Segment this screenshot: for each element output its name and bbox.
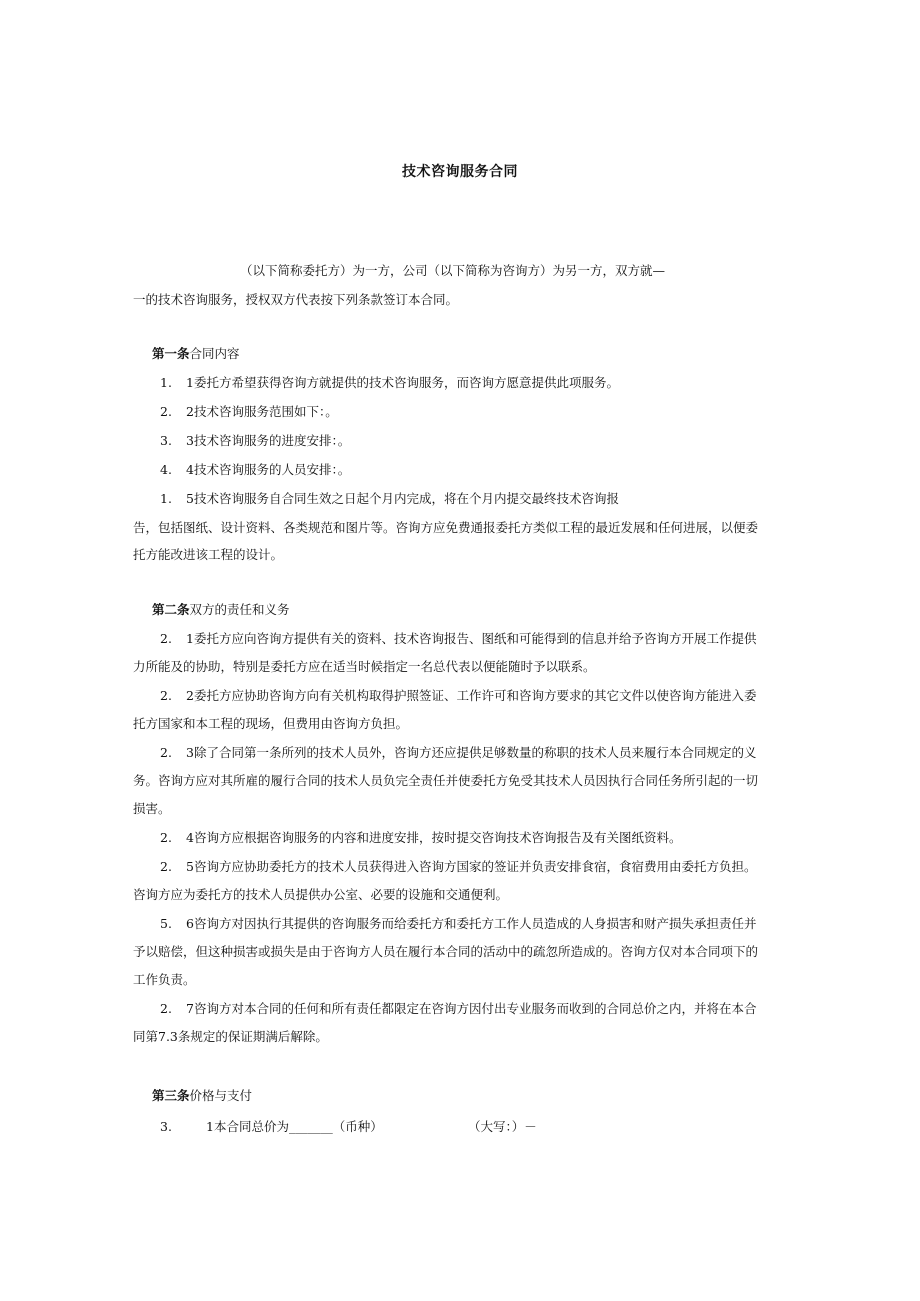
item-number: 1. <box>160 375 172 390</box>
article2-heading <box>152 601 290 619</box>
article3-heading-number: 第三条 <box>152 1088 190 1103</box>
item-number: 1. <box>160 491 172 506</box>
item-text: 5技术咨询服务自合同生效之日起个月内完成，将在个月内提交最终技术咨询报 <box>186 491 619 506</box>
item-text: 3技术咨询服务的进度安排：。 <box>186 433 351 448</box>
document-title: 技术咨询服务合同 <box>402 164 518 180</box>
item-number: 2. <box>160 1001 172 1016</box>
item-number: 2. <box>160 631 172 646</box>
article3-item-1-amount-words: （大写：）－ <box>468 1119 537 1134</box>
item-text: 1委托方应向咨询方提供有关的资料、技术咨询报告、图纸和可能得到的信息并给予咨询方开展工作提供 <box>186 631 757 646</box>
item-number: 2. <box>160 745 172 760</box>
article1-item-3 <box>160 432 350 450</box>
article2-item-6-cont-1: 予以赔偿，但这种损害或损失是由于咨询方人员在履行本合同的活动中的疏忽所造成的。咨询方仅对本合同项下的 <box>133 944 759 959</box>
article1-item-2 <box>160 403 338 421</box>
item-number: 2. <box>160 859 172 874</box>
article1-heading-title: 合同内容 <box>189 346 240 361</box>
article2-item-2 <box>160 687 756 705</box>
article2-item-1 <box>160 630 756 648</box>
article2-item-3-cont-2: 损害。 <box>133 801 171 816</box>
intro-line-2: 一的技术咨询服务，授权双方代表按下列条款签订本合同。 <box>133 292 459 307</box>
article2-item-5-cont: 咨询方应为委托方的技术人员提供办公室、必要的设施和交通便利。 <box>133 887 509 902</box>
article2-item-6 <box>160 915 756 933</box>
article3-heading-title: 价格与支付 <box>189 1088 253 1103</box>
article3-item-1 <box>160 1118 383 1136</box>
item-text: 1委托方希望获得咨询方就提供的技术咨询服务，而咨询方愿意提供此项服务。 <box>186 375 619 390</box>
article2-item-3 <box>160 744 756 762</box>
item-text: 2委托方应协助咨询方向有关机构取得护照签证、工作许可和咨询方要求的其它文件以使咨询方能进入委 <box>186 688 757 703</box>
item-number: 2. <box>160 830 172 845</box>
item-text: 2技术咨询服务范围如下：。 <box>186 404 338 419</box>
item-text: 6咨询方对因执行其提供的咨询服务而给委托方和委托方工作人员造成的人身损害和财产损失承担责任并 <box>186 916 757 931</box>
article2-item-1-cont: 力所能及的协助，特别是委托方应在适当时候指定一名总代表以便能随时予以联系。 <box>133 659 596 674</box>
item-text: 5咨询方应协助委托方的技术人员获得进入咨询方国家的签证并负责安排食宿，食宿费用由委托方负担。 <box>186 859 757 874</box>
article2-item-7 <box>160 1000 756 1018</box>
item-text: 4咨询方应根据咨询服务的内容和进度安排，按时提交咨询技术咨询报告及有关图纸资料。 <box>186 830 682 845</box>
intro-line-1: （以下简称委托方）为一方，公司（以下简称为咨询方）为另一方，双方就— <box>240 263 666 278</box>
article1-item-1 <box>160 374 619 392</box>
item-text: 7咨询方对本合同的任何和所有责任都限定在咨询方因付出专业服务而收到的合同总价之内，并将在本合 <box>186 1001 757 1016</box>
item-number: 4. <box>160 462 172 477</box>
article2-heading-title: 双方的责任和义务 <box>189 602 290 617</box>
article3-heading <box>152 1087 252 1105</box>
article2-item-5 <box>160 858 756 876</box>
item-number: 5. <box>160 916 172 931</box>
article2-heading-number: 第二条 <box>152 602 190 617</box>
item-number: 2. <box>160 404 172 419</box>
article1-heading <box>152 345 240 363</box>
item-text: 3除了合同第一条所列的技术人员外，咨询方还应提供足够数量的称职的技术人员来履行本合同规定的义 <box>186 745 757 760</box>
item-text: 4技术咨询服务的人员安排：。 <box>186 462 351 477</box>
article1-item-4 <box>160 461 350 479</box>
article2-item-2-cont: 托方国家和本工程的现场，但费用由咨询方负担。 <box>133 716 409 731</box>
article2-item-4 <box>160 829 681 847</box>
article1-item-5 <box>160 490 619 508</box>
article2-item-3-cont-1: 务。咨询方应对其所雇的履行合同的技术人员负完全责任并使委托方免受其技术人员因执行合同任务所引起的一切 <box>133 773 759 788</box>
item-number: 2. <box>160 688 172 703</box>
item-number: 3. <box>160 433 172 448</box>
article1-item-5-cont-1: 告，包括图纸、设计资料、各类规范和图片等。咨询方应免费通报委托方类似工程的最近发展和任何进展，以便委 <box>133 520 759 535</box>
article2-item-6-cont-2: 工作负责。 <box>133 972 196 987</box>
article1-heading-number: 第一条 <box>152 346 190 361</box>
item-text: 1本合同总价为_______（币种） <box>206 1119 383 1134</box>
item-number: 3. <box>160 1119 172 1134</box>
article1-item-5-cont-2: 托方能改进该工程的设计。 <box>133 547 284 562</box>
article2-item-7-cont: 同第7.3条规定的保证期满后解除。 <box>133 1029 328 1044</box>
